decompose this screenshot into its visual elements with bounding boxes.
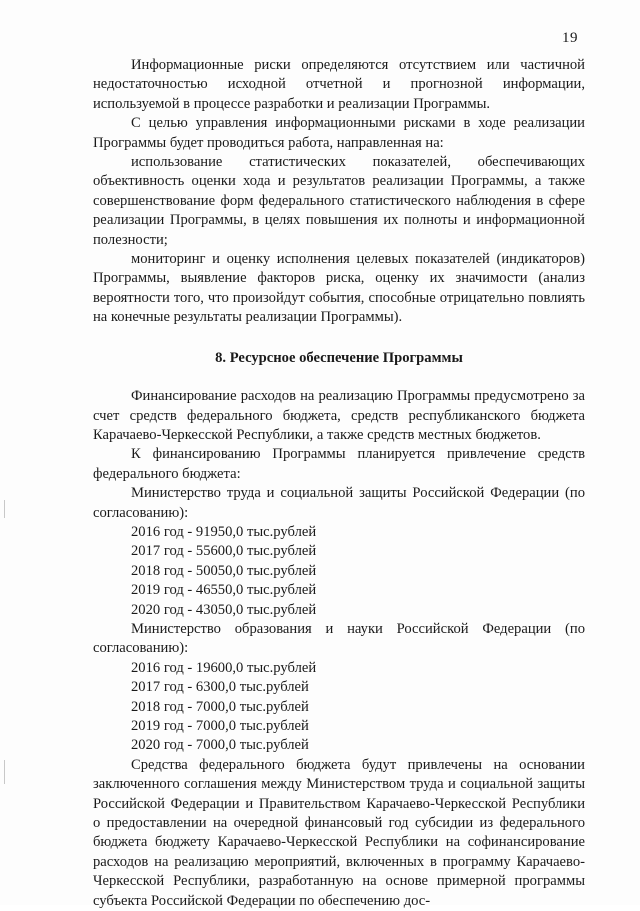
ministry-education-year: 2018 год - 7000,0 тыс.рублей xyxy=(131,698,309,715)
ministry-labor-title: Министерство труда и социальной защиты Российской Федерации (по согласованию): xyxy=(93,485,585,521)
paragraph-risk-management: С целью управления информационными рисками в ходе реализации Программы будет проводиться работа, направленная на: xyxy=(93,115,585,151)
paragraph-financing: Финансирование расходов на реализацию Программы предусмотрено за счет средств федерального бюджета, средств республиканского бюджета Карачаево-Черкесской Республики, а также средств местных бюджетов. xyxy=(93,388,585,443)
ministry-education-year: 2019 год - 7000,0 тыс.рублей xyxy=(131,718,309,734)
ministry-education-year: 2016 год - 19600,0 тыс.рублей xyxy=(131,659,317,676)
ministry-labor-year: 2017 год - 55600,0 тыс.рублей xyxy=(131,543,317,560)
document-body xyxy=(93,56,585,911)
paragraph-information-risks: Информационные риски определяются отсутствием или частичной недостаточностью исходной отчетной и прогнозной информации, используемой в процессе разработки и реализации Программы. xyxy=(93,57,585,112)
ministry-education-year: 2020 год - 7000,0 тыс.рублей xyxy=(131,737,309,754)
section-heading: 8. Ресурсное обеспечение Программы xyxy=(215,349,463,366)
paragraph-federal-funding: К финансированию Программы планируется привлечение средств федерального бюджета: xyxy=(93,446,585,482)
ministry-labor-year: 2018 год - 50050,0 тыс.рублей xyxy=(131,562,317,579)
ministry-labor-year: 2020 год - 43050,0 тыс.рублей xyxy=(131,601,317,618)
ministry-labor-year: 2019 год - 46550,0 тыс.рублей xyxy=(131,582,317,599)
ministry-labor-year: 2016 год - 91950,0 тыс.рублей xyxy=(131,523,317,540)
paragraph-federal-agreement: Средства федерального бюджета будут привлечены на основании заключенного соглашения между Министерством труда и социальной защиты Российской Федерации и Правительством Карачаево-Черкесской Республики о предоставлении на очередной финансовый год субсидии из федерального бюджета бюджету Карачаево-Черкесской Республики на софинансирование расходов на реализацию мероприятий, включенных в программу Карачаево-Черкесской Республики, разработанную на основе примерной программы субъекта Российской Федерации по обеспечению дос- xyxy=(93,756,585,909)
paragraph-monitoring: мониторинг и оценку исполнения целевых показателей (индикаторов) Программы, выявление факторов риска, оценку их значимости (анализ вероятности того, что произойдут события, способные отрицательно повлиять на конечные результаты реализации Программы). xyxy=(93,251,585,326)
ministry-education-title: Министерство образования и науки Российской Федерации (по согласованию): xyxy=(93,620,585,657)
page-number: 19 xyxy=(562,30,578,46)
paragraph-statistics: использование статистических показателей, обеспечивающих объективность оценки хода и результатов реализации Программы, а также совершенствование форм федерального статистического наблюдения в сфере реализации Программы, в целях повышения их полноты и информационной полезности; xyxy=(93,154,585,248)
ministry-education-year: 2017 год - 6300,0 тыс.рублей xyxy=(131,679,309,696)
scan-edge-mark xyxy=(4,760,5,784)
scan-edge-mark xyxy=(4,500,5,518)
